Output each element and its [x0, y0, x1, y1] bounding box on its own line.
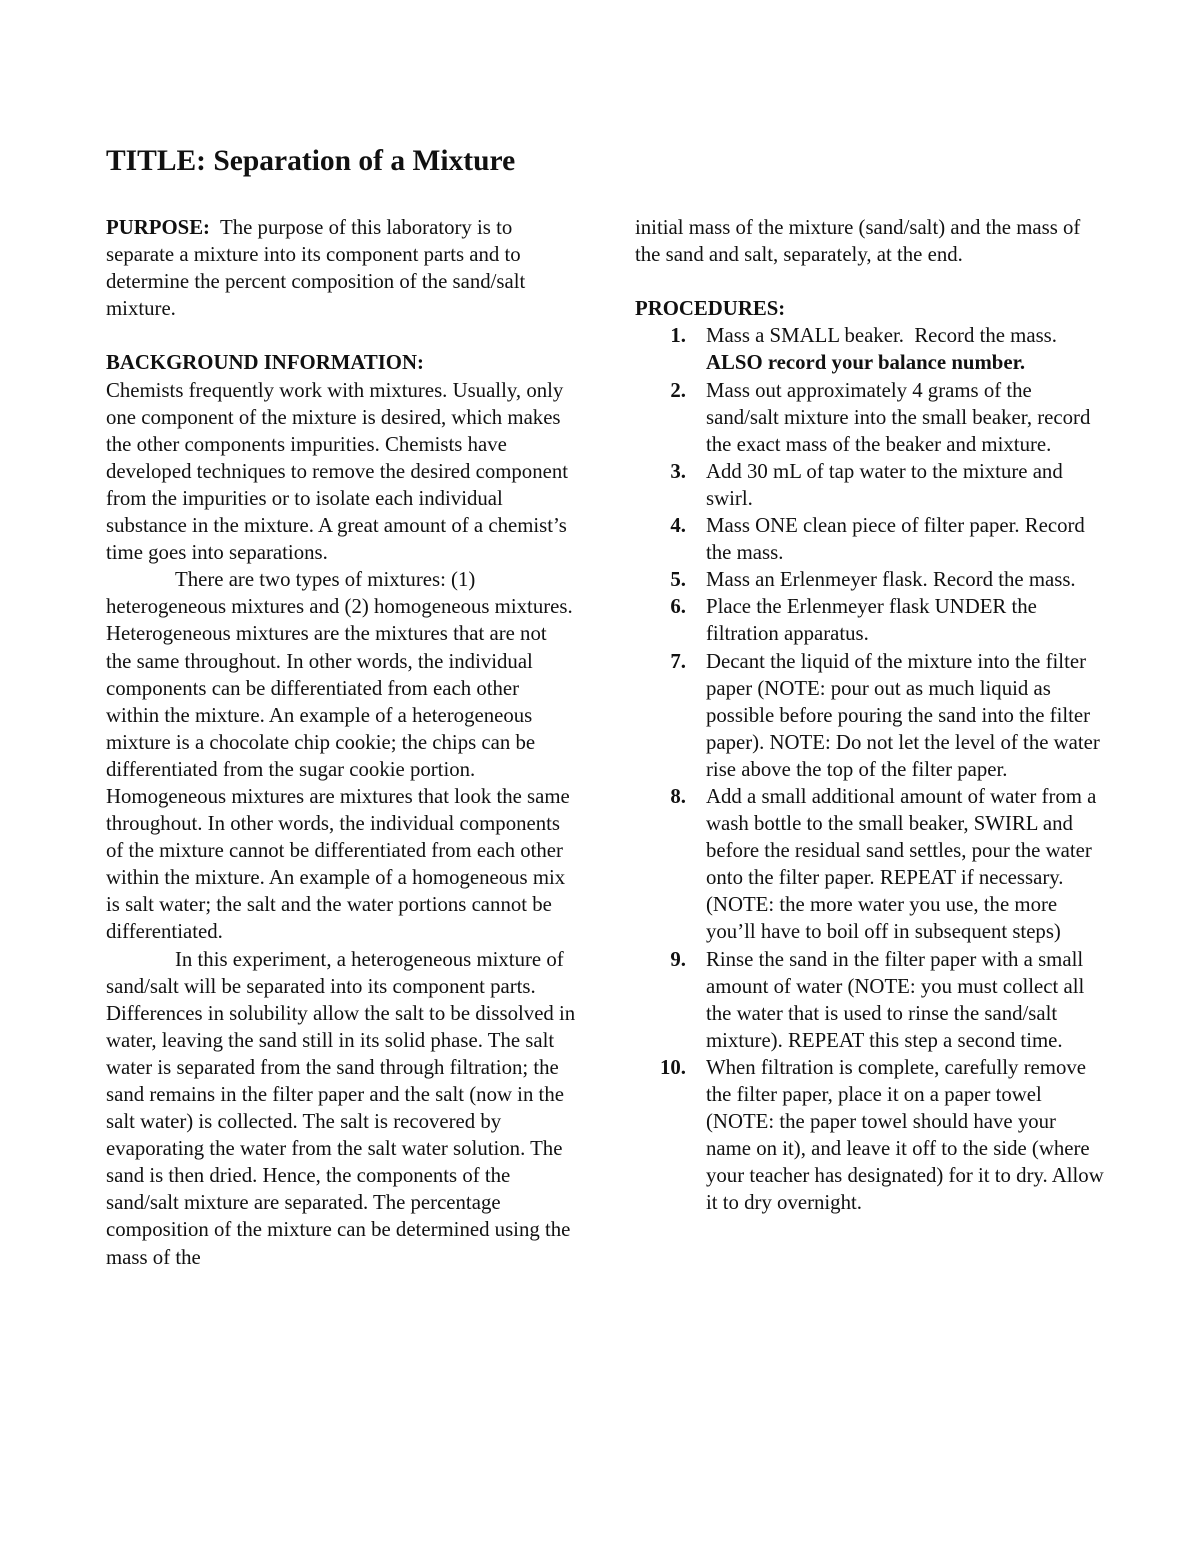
step-number: 2.	[670, 378, 686, 402]
step-text: Decant the liquid of the mixture into the filter paper (NOTE: pour out as much liquid as possible before pouring the sand into the filter paper). NOTE: Do not let the level of the water rise above the top of the filter paper.	[706, 649, 1100, 781]
step-number: 8.	[670, 784, 686, 808]
procedure-step	[635, 1054, 1105, 1217]
step-number: 1.	[670, 324, 686, 348]
purpose-section	[106, 214, 576, 322]
procedure-step	[635, 648, 1105, 783]
procedure-step	[635, 593, 1105, 647]
background-continuation: initial mass of the mixture (sand/salt) and the mass of the sand and salt, separately, at the end.	[635, 216, 1081, 267]
background-heading: BACKGROUND INFORMATION:	[106, 351, 424, 375]
step-text: Mass a SMALL beaker. Record the mass.	[706, 324, 1068, 348]
procedure-step	[635, 946, 1105, 1054]
purpose-label: PURPOSE:	[106, 216, 210, 239]
left-column	[106, 214, 576, 1271]
section-spacer	[635, 268, 1105, 295]
step-text: Mass out approximately 4 grams of the sand/salt mixture into the small beaker, record the exact mass of the beaker and mixture.	[706, 378, 1091, 456]
step-text: Add a small additional amount of water from a wash bottle to the small beaker, SWIRL and before the residual sand settles, pour the water onto the filter paper. REPEAT if necessary. (NOTE: the more water you use, the more you’ll have to boil off in subsequent steps)	[706, 784, 1097, 944]
step-text: When filtration is complete, carefully remove the filter paper, place it on a paper towel (NOTE: the paper towel should have your name on it), and leave it off to the side (where your teacher has designated) for it to dry. Allow it to dry overnight.	[706, 1055, 1104, 1215]
step-number: 10.	[660, 1055, 686, 1079]
step-number: 6.	[670, 595, 686, 619]
procedure-step	[635, 566, 1105, 593]
procedure-step	[635, 322, 1105, 376]
step-text: Mass an Erlenmeyer flask. Record the mass.	[706, 568, 1076, 592]
procedures-list	[635, 322, 1105, 1216]
step-emphasis: ALSO record your balance number.	[706, 351, 1026, 375]
step-number: 4.	[670, 514, 686, 538]
step-text: Add 30 mL of tap water to the mixture and swirl.	[706, 459, 1063, 510]
step-number: 7.	[670, 649, 686, 673]
procedure-step	[635, 377, 1105, 458]
right-column	[635, 214, 1105, 1216]
procedures-section	[635, 295, 1105, 1216]
step-text: Rinse the sand in the filter paper with a small amount of water (NOTE: you must collect all the water that is used to rinse the sand/salt mixture). REPEAT this step a second time.	[706, 947, 1085, 1052]
background-paragraph-2: There are two types of mixtures: (1) heterogeneous mixtures and (2) homogeneous mixtures. Heterogeneous mixtures are the mixtures that are not the same throughout. In other words, the individual components can be differentiated from each other within the mixture. An example of a heterogeneous mixture is a chocolate chip cookie; the chips can be differentiated from the sugar cookie portion. Homogeneous mixtures are mixtures that look the same throughout. In other words, the individual components of the mixture cannot be differentiated from each other within the mixture. An example of a homogeneous mix is salt water; the salt and the water portions cannot be differentiated.	[106, 568, 573, 944]
procedure-step	[635, 512, 1105, 566]
background-paragraph-3: In this experiment, a heterogeneous mixture of sand/salt will be separated into its component parts. Differences in solubility allow the salt to be dissolved in water, leaving the sand still in its solid phase. The salt water is separated from the sand through filtration; the sand remains in the filter paper and the salt (now in the salt water) is collected. The salt is recovered by evaporating the water from the salt water solution. The sand is then dried. Hence, the components of the sand/salt mixture are separated. The percentage composition of the mixture can be determined using the mass of the	[106, 947, 576, 1269]
background-paragraph-1: Chemists frequently work with mixtures. Usually, only one component of the mixture is desired, which makes the other components impurities. Chemists have developed techniques to remove the desired component from the impurities or to isolate each individual substance in the mixture. A great amount of a chemist’s time goes into separations.	[106, 378, 568, 565]
procedure-step	[635, 458, 1105, 512]
document-title: TITLE: Separation of a Mixture	[106, 145, 516, 177]
purpose-text: The purpose of this laboratory is to separate a mixture into its component parts and to determine the percent composition of the sand/salt mixture.	[106, 216, 531, 321]
background-section	[106, 349, 576, 1270]
procedures-heading: PROCEDURES:	[635, 297, 786, 321]
step-number: 9.	[670, 947, 686, 971]
step-number: 3.	[670, 459, 686, 483]
step-text: Mass ONE clean piece of filter paper. Record the mass.	[706, 514, 1085, 565]
step-text: Place the Erlenmeyer flask UNDER the filtration apparatus.	[706, 595, 1037, 646]
step-number: 5.	[670, 568, 686, 592]
section-spacer	[106, 322, 576, 349]
procedure-step	[635, 783, 1105, 946]
